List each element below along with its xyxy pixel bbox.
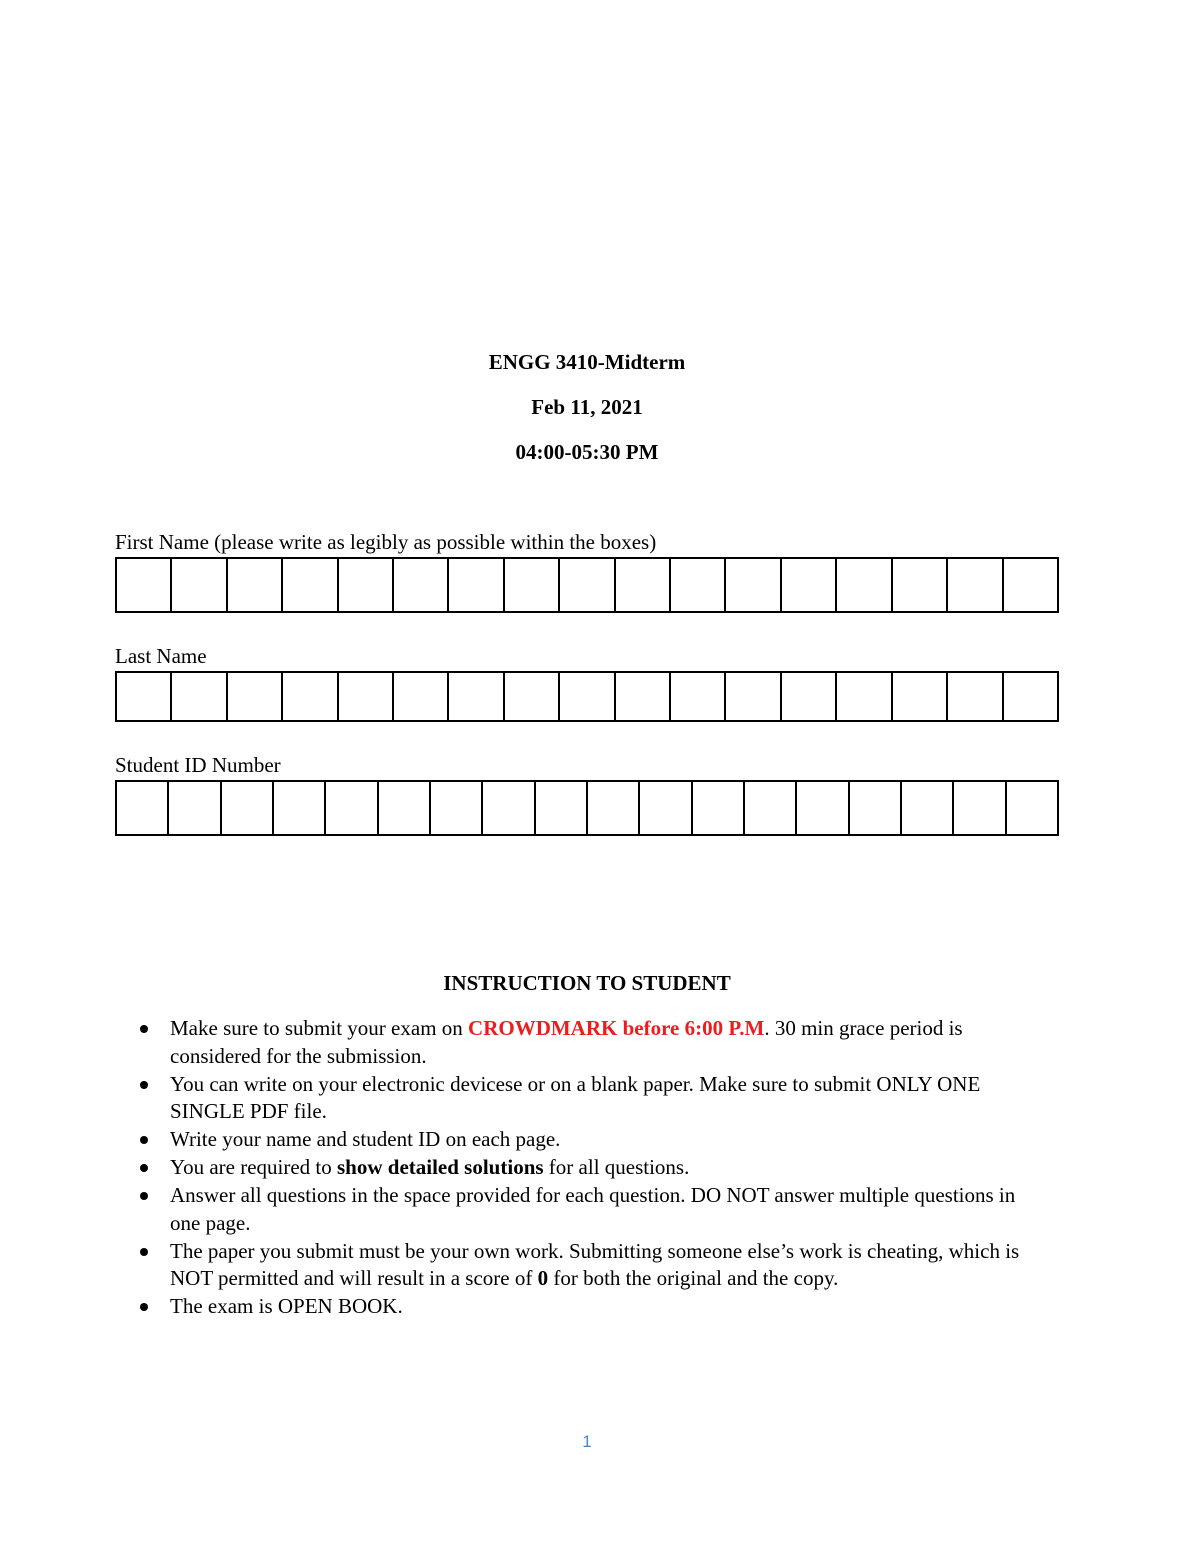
bullet-icon <box>140 1303 148 1311</box>
character-box[interactable] <box>797 782 849 834</box>
exam-date: Feb 11, 2021 <box>531 395 643 419</box>
instruction-item: Make sure to submit your exam on CROWDMARK before 6:00 P.M. 30 min grace period is considered for the submission. <box>140 1015 1040 1070</box>
character-box[interactable] <box>339 673 394 720</box>
course-title: ENGG 3410-Midterm <box>488 350 686 374</box>
character-box[interactable] <box>1004 673 1057 720</box>
character-box[interactable] <box>726 673 781 720</box>
character-box[interactable] <box>671 673 726 720</box>
character-box[interactable] <box>948 673 1003 720</box>
instruction-item: Answer all questions in the space provided for each question. DO NOT answer multiple questions in one page. <box>140 1182 1040 1237</box>
bullet-icon <box>140 1164 148 1172</box>
character-box[interactable] <box>431 782 483 834</box>
character-box[interactable] <box>560 673 615 720</box>
character-box[interactable] <box>172 559 227 611</box>
character-box[interactable] <box>228 673 283 720</box>
character-box[interactable] <box>379 782 431 834</box>
emphasis-text: 0 <box>537 1266 549 1290</box>
character-box[interactable] <box>902 782 954 834</box>
student-id-boxes[interactable] <box>115 780 1059 836</box>
character-box[interactable] <box>745 782 797 834</box>
character-box[interactable] <box>782 559 837 611</box>
character-box[interactable] <box>837 673 892 720</box>
character-box[interactable] <box>283 673 338 720</box>
character-box[interactable] <box>948 559 1003 611</box>
bullet-icon <box>140 1248 148 1256</box>
character-box[interactable] <box>616 673 671 720</box>
character-box[interactable] <box>850 782 902 834</box>
character-box[interactable] <box>726 559 781 611</box>
character-box[interactable] <box>228 559 283 611</box>
character-box[interactable] <box>117 673 172 720</box>
character-box[interactable] <box>837 559 892 611</box>
character-box[interactable] <box>326 782 378 834</box>
instruction-item: Write your name and student ID on each page. <box>140 1126 1040 1154</box>
deadline-highlight: CROWDMARK before 6:00 P.M <box>468 1016 765 1040</box>
character-box[interactable] <box>640 782 692 834</box>
character-box[interactable] <box>693 782 745 834</box>
character-box[interactable] <box>339 559 394 611</box>
character-box[interactable] <box>172 673 227 720</box>
bullet-icon <box>140 1136 148 1144</box>
character-box[interactable] <box>505 559 560 611</box>
instruction-item: The paper you submit must be your own work. Submitting someone else’s work is cheating, which is NOT permitted and will result in a score of 0 for both the original and the copy. <box>140 1238 1040 1293</box>
character-box[interactable] <box>560 559 615 611</box>
character-box[interactable] <box>671 559 726 611</box>
character-box[interactable] <box>222 782 274 834</box>
character-box[interactable] <box>536 782 588 834</box>
character-box[interactable] <box>893 673 948 720</box>
character-box[interactable] <box>588 782 640 834</box>
character-box[interactable] <box>449 673 504 720</box>
first-name-label: First Name (please write as legibly as possible within the boxes) <box>115 530 657 554</box>
character-box[interactable] <box>394 559 449 611</box>
character-box[interactable] <box>283 559 338 611</box>
student-id-label: Student ID Number <box>115 753 281 777</box>
bullet-icon <box>140 1081 148 1089</box>
character-box[interactable] <box>117 559 172 611</box>
instructions-list <box>140 1015 1040 1321</box>
character-box[interactable] <box>1007 782 1057 834</box>
page-number: 1 <box>582 1432 592 1451</box>
character-box[interactable] <box>616 559 671 611</box>
character-box[interactable] <box>954 782 1006 834</box>
character-box[interactable] <box>893 559 948 611</box>
character-box[interactable] <box>394 673 449 720</box>
bullet-icon <box>140 1025 148 1033</box>
instruction-item: You are required to show detailed solutions for all questions. <box>140 1154 1040 1182</box>
character-box[interactable] <box>169 782 221 834</box>
last-name-boxes[interactable] <box>115 671 1059 722</box>
exam-time: 04:00-05:30 PM <box>515 440 659 464</box>
character-box[interactable] <box>449 559 504 611</box>
instruction-item: You can write on your electronic devicese or on a blank paper. Make sure to submit ONLY ONE SINGLE PDF file. <box>140 1071 1040 1126</box>
character-box[interactable] <box>274 782 326 834</box>
instruction-item: The exam is OPEN BOOK. <box>140 1293 1040 1321</box>
character-box[interactable] <box>505 673 560 720</box>
emphasis-text: show detailed solutions <box>337 1155 544 1179</box>
instructions-title: INSTRUCTION TO STUDENT <box>443 971 731 995</box>
character-box[interactable] <box>117 782 169 834</box>
character-box[interactable] <box>483 782 535 834</box>
character-box[interactable] <box>1004 559 1057 611</box>
character-box[interactable] <box>782 673 837 720</box>
first-name-boxes[interactable] <box>115 557 1059 613</box>
bullet-icon <box>140 1192 148 1200</box>
last-name-label: Last Name <box>115 644 207 668</box>
